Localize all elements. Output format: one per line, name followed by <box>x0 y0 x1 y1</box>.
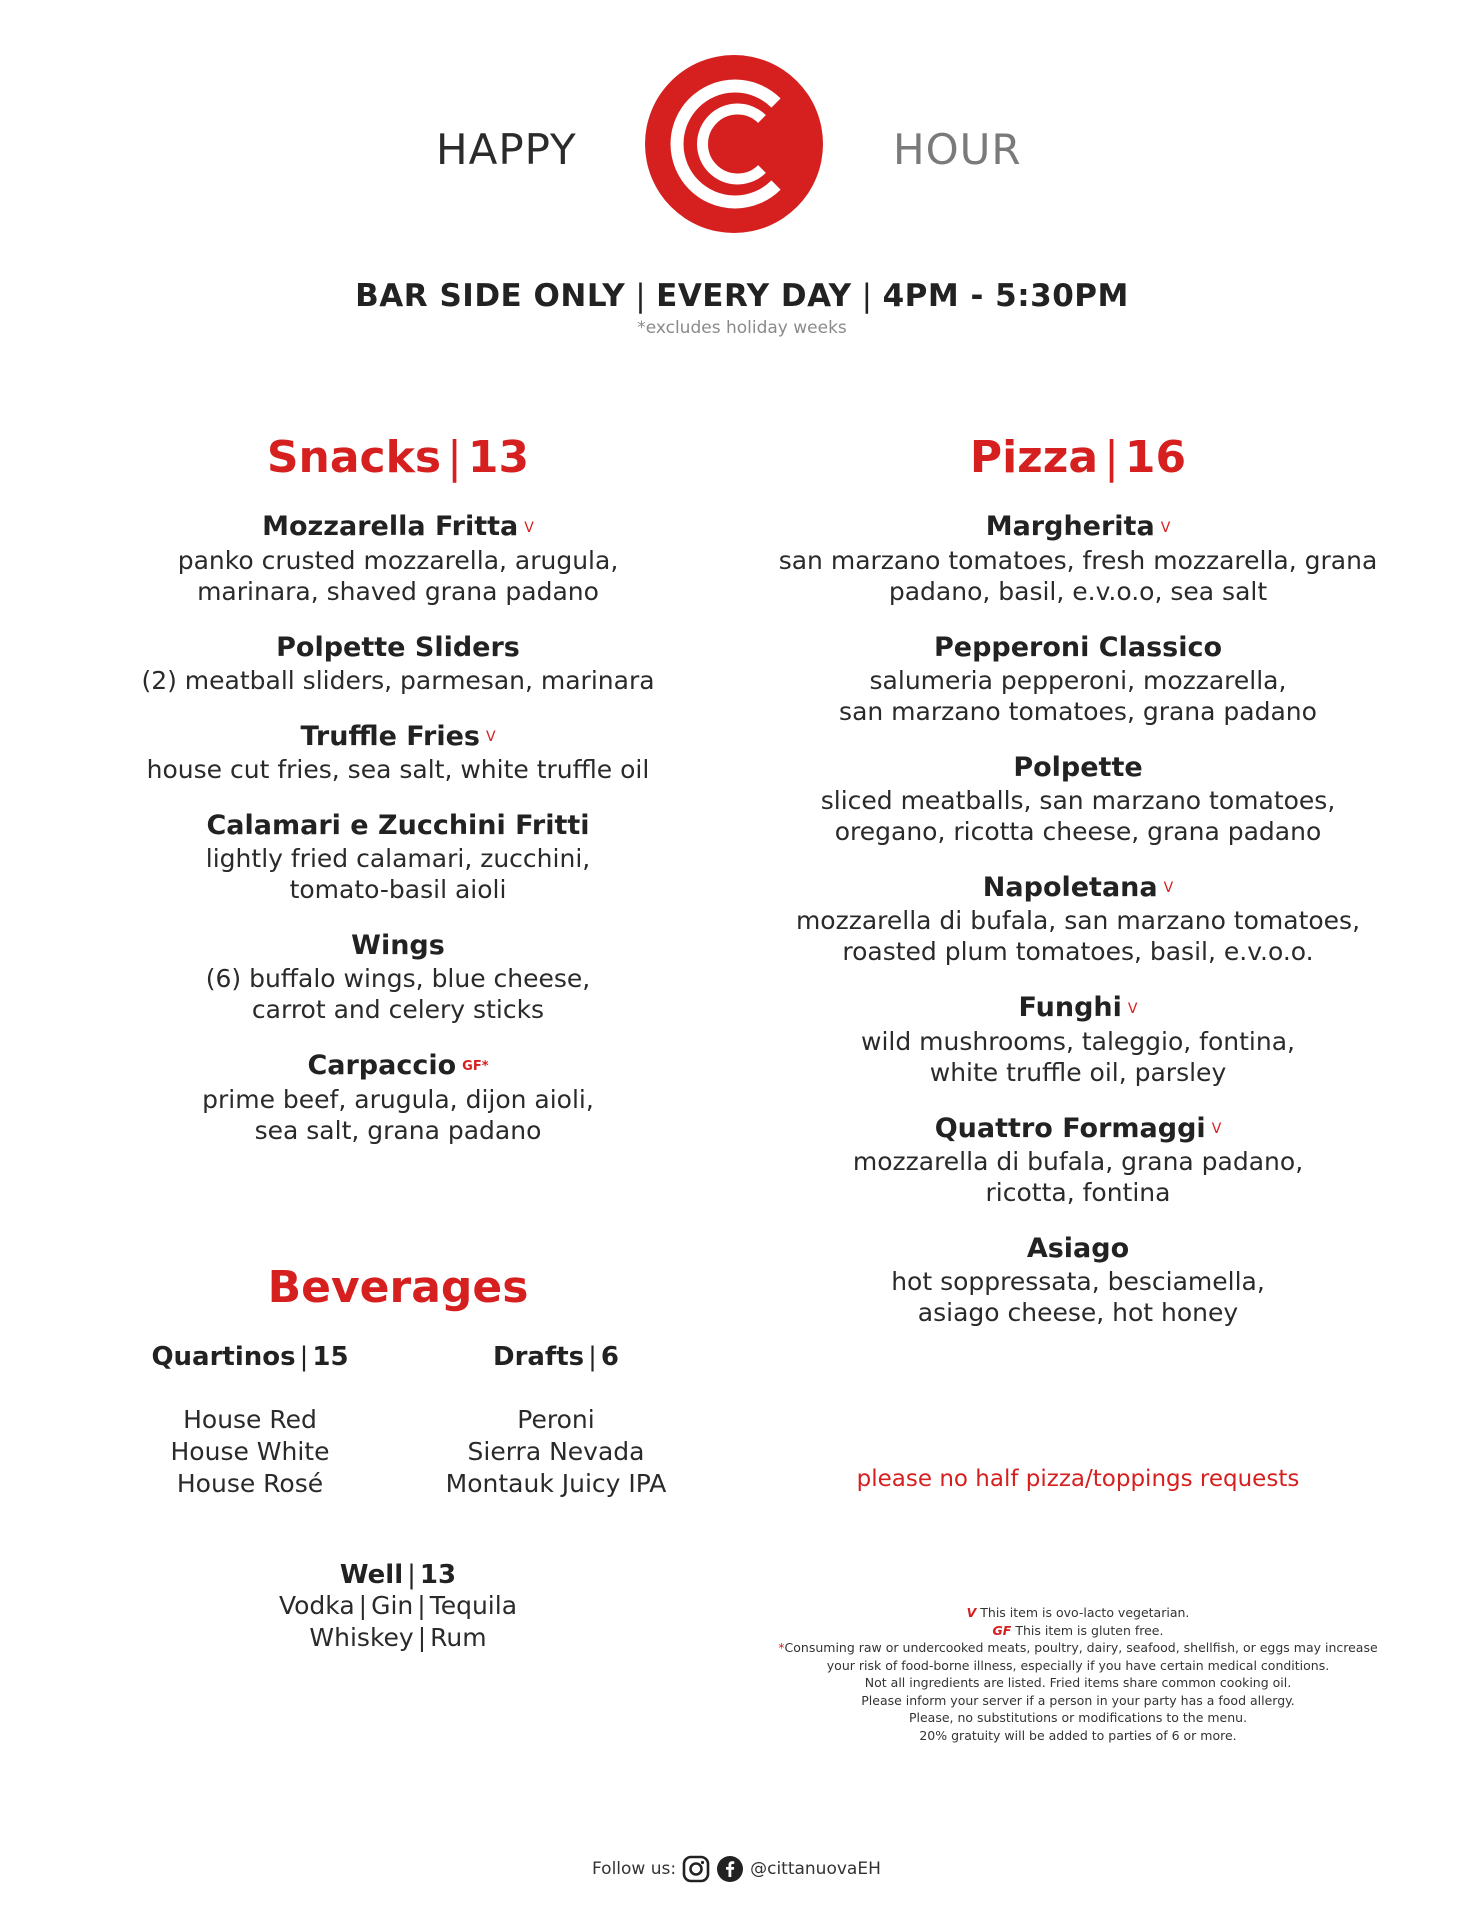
snacks-title: Snacks <box>266 432 442 483</box>
legal-notes <box>758 1604 1398 1744</box>
quartinos-list <box>140 1404 360 1500</box>
asterisk: * <box>778 1640 785 1655</box>
half-pizza-notice: please no half pizza/toppings requests <box>856 1466 1300 1492</box>
hours-bar-side: BAR SIDE ONLY <box>355 278 626 314</box>
item-desc: prime beef, arugula, dijon aioli, <box>202 1084 594 1114</box>
item-desc: lightly fried calamari, zucchini, <box>205 844 591 873</box>
menu-item <box>118 720 678 786</box>
drafts-price: 6 <box>600 1342 620 1372</box>
vegetarian-tag: V <box>1127 1000 1138 1017</box>
menu-item <box>118 1049 678 1146</box>
item-desc: wild mushrooms, taleggio, fontina, <box>861 1026 1295 1056</box>
item-desc: san marzano tomatoes, grana padano <box>839 696 1317 726</box>
item-desc: white truffle oil, parsley <box>929 1057 1227 1087</box>
item-name: Wings <box>351 930 445 961</box>
vegetarian-tag: V <box>1211 1121 1222 1137</box>
follow-label: Follow us: <box>592 1859 677 1879</box>
drafts-group <box>436 1342 676 1500</box>
menu-item <box>758 1232 1398 1328</box>
item-name: Mozzarella Fritta <box>262 511 519 542</box>
list-item: Gin <box>371 1591 414 1620</box>
legal-line <box>758 1604 1398 1622</box>
quartinos-price: 15 <box>312 1342 349 1372</box>
item-desc: asiago cheese, hot honey <box>917 1298 1239 1327</box>
vegetarian-tag: V <box>966 1605 977 1620</box>
menu-item <box>758 510 1398 607</box>
well-price: 13 <box>419 1560 457 1590</box>
item-desc: oregano, ricotta cheese, grana padano <box>834 816 1322 846</box>
legal-text: This item is gluten free. <box>1015 1622 1164 1638</box>
item-desc: mozzarella di bufala, san marzano tomatoes, <box>795 906 1361 935</box>
item-name: Truffle Fries <box>300 720 480 752</box>
list-item: Tequila <box>429 1591 518 1620</box>
menu-item <box>118 631 678 696</box>
legal-line: Not all ingredients are listed. Fried items share common cooking oil. <box>864 1675 1292 1690</box>
item-desc: padano, basil, e.v.o.o, sea salt <box>888 576 1268 606</box>
item-desc: roasted plum tomatoes, basil, e.v.o.o. <box>842 937 1314 966</box>
snacks-list <box>118 510 678 1170</box>
hour-word: HOUR <box>893 125 1022 174</box>
item-desc: (6) buffalo wings, blue cheese, <box>205 964 591 993</box>
list-item: Montauk Juicy IPA <box>445 1469 667 1498</box>
legal-line: your risk of food-borne illness, especially if you have certain medical conditions. <box>826 1657 1330 1673</box>
cittanuova-c-logo-icon <box>645 55 823 233</box>
social-handle[interactable]: @cittanuovaEH <box>750 1859 881 1879</box>
legal-line: Please, no substitutions or modifications to the menu. <box>908 1710 1248 1725</box>
item-name: Carpaccio <box>307 1050 457 1081</box>
pizza-heading: Pizza | 16 <box>969 432 1187 483</box>
well-list <box>258 1590 538 1654</box>
well-line-2: Whiskey | Rum <box>309 1623 487 1652</box>
item-name: Pepperoni Classico <box>933 631 1223 663</box>
item-desc: san marzano tomatoes, fresh mozzarella, grana <box>778 545 1378 575</box>
item-desc: carrot and celery sticks <box>251 995 545 1024</box>
pizza-list <box>758 510 1398 1352</box>
item-desc: hot soppressata, besciamella, <box>891 1267 1265 1296</box>
beverages-heading: Beverages <box>267 1262 529 1313</box>
list-item: Sierra Nevada <box>467 1437 645 1466</box>
menu-item <box>758 991 1398 1088</box>
menu-item <box>758 871 1398 968</box>
item-desc: panko crusted mozzarella, arugula, <box>177 545 619 575</box>
item-desc: sliced meatballs, san marzano tomatoes, <box>820 785 1336 815</box>
quartinos-group <box>140 1342 360 1500</box>
gluten-free-tag: GF* <box>462 1058 489 1074</box>
vegetarian-tag: V <box>524 519 534 536</box>
well-label: Well <box>339 1560 404 1590</box>
menu-item <box>758 631 1398 727</box>
item-desc: ricotta, fontina <box>985 1178 1171 1207</box>
vegetarian-tag: V <box>485 729 496 745</box>
hours-time: 4PM - 5:30PM <box>882 278 1129 314</box>
list-item: House Rosé <box>176 1469 324 1498</box>
menu-item <box>118 929 678 1025</box>
gluten-free-tag: GF <box>992 1622 1012 1638</box>
quartinos-label: Quartinos <box>151 1342 296 1372</box>
happy-word: HAPPY <box>436 125 577 174</box>
well-heading: Well | 13 <box>339 1560 457 1590</box>
list-item: Vodka <box>278 1591 355 1620</box>
hours-separator: | <box>635 278 647 314</box>
list-item: Rum <box>430 1623 487 1652</box>
well-group <box>258 1560 538 1654</box>
item-desc: house cut fries, sea salt, white truffle oil <box>146 755 650 784</box>
legal-line <box>758 1639 1398 1657</box>
hours-separator: | <box>861 278 873 314</box>
list-item: Whiskey <box>309 1623 414 1652</box>
legal-line: 20% gratuity will be added to parties of 6 or more. <box>919 1727 1237 1743</box>
drafts-list <box>436 1404 676 1500</box>
item-name: Napoletana <box>982 871 1158 903</box>
menu-item <box>758 751 1398 847</box>
item-name: Asiago <box>1026 1233 1130 1264</box>
snacks-heading: Snacks | 13 <box>266 432 530 483</box>
legal-line: Please inform your server if a person in your party has a food allergy. <box>861 1692 1295 1708</box>
pizza-title: Pizza <box>969 432 1099 483</box>
hours-every-day: EVERY DAY <box>656 278 852 314</box>
list-item: Peroni <box>517 1405 595 1434</box>
hours-line <box>355 278 1129 314</box>
legal-text: This item is ovo-lacto vegetarian. <box>980 1605 1190 1620</box>
item-name: Polpette <box>1013 751 1143 783</box>
vegetarian-tag: V <box>1160 519 1171 536</box>
menu-item <box>118 510 678 607</box>
item-name: Funghi <box>1018 992 1122 1023</box>
item-name: Margherita <box>985 511 1155 542</box>
follow-us <box>592 1855 881 1883</box>
item-desc: (2) meatball sliders, parmesan, marinara <box>141 665 655 695</box>
item-desc: mozzarella di bufala, grana padano, <box>852 1147 1304 1176</box>
item-name: Quattro Formaggi <box>934 1112 1206 1144</box>
well-line-1: Vodka | Gin | Tequila <box>278 1591 518 1620</box>
item-desc: tomato-basil aioli <box>289 875 507 904</box>
vegetarian-tag: V <box>1163 880 1174 896</box>
instagram-icon[interactable] <box>682 1855 710 1883</box>
legal-text: Consuming raw or undercooked meats, poultry, dairy, seafood, shellfish, or eggs may increase <box>784 1640 1378 1655</box>
legal-line <box>758 1622 1398 1640</box>
hours-note: *excludes holiday weeks <box>637 318 847 338</box>
drafts-label: Drafts <box>492 1342 585 1372</box>
quartinos-heading: Quartinos | 15 <box>151 1342 349 1372</box>
item-desc: salumeria pepperoni, mozzarella, <box>869 665 1287 695</box>
drafts-heading: Drafts | 6 <box>492 1342 620 1372</box>
facebook-icon[interactable] <box>716 1855 744 1883</box>
menu-item <box>118 809 678 905</box>
list-item: House Red <box>183 1405 317 1434</box>
menu-item <box>758 1112 1398 1209</box>
list-item: House White <box>170 1437 330 1466</box>
snacks-price: 13 <box>467 432 530 483</box>
item-desc: marinara, shaved grana padano <box>197 576 599 606</box>
item-desc: sea salt, grana padano <box>254 1115 542 1145</box>
pizza-price: 16 <box>1124 432 1187 483</box>
item-name: Calamari e Zucchini Fritti <box>206 810 590 841</box>
item-name: Polpette Sliders <box>276 631 520 663</box>
